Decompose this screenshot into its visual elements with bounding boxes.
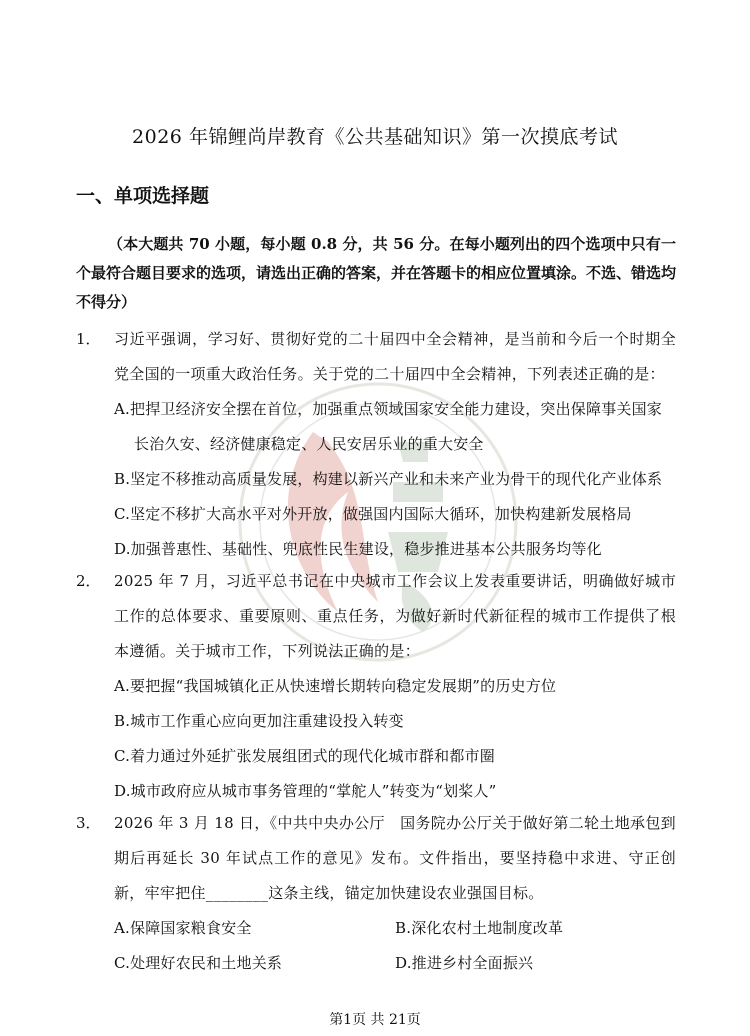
option-c: C.处理好农民和土地关系	[114, 954, 283, 972]
question-item	[76, 806, 676, 981]
option-c: C.着力通过外延扩张发展组团式的现代化城市群和都市圈	[114, 747, 495, 765]
section-instructions: （本大题共 70 小题，每小题 0.8 分，共 56 分。在每小题列出的四个选项中只有一个最符合题目要求的选项，请选出正确的答案，并在答题卡的相应位置填涂。不选、错选均不得分）	[76, 235, 677, 311]
option-c: C.坚定不移扩大高水平对外开放，做强国内国际大循环，加快构建新发展格局	[114, 505, 632, 523]
question-item	[76, 322, 676, 567]
option-b: B.深化农村土地制度改革	[395, 919, 564, 937]
option-b: B.坚定不移推动高质量发展，构建以新兴产业和未来产业为骨干的现代化产业体系	[114, 470, 663, 488]
question-stem: 习近平强调，学习好、贯彻好党的二十届四中全会精神，是当前和今后一个时期全党全国的一项重大政治任务。关于党的二十届四中全会精神，下列表述正确的是：	[114, 330, 676, 383]
option-d: D.城市政府应从城市事务管理的“掌舵人”转变为“划桨人”	[114, 782, 497, 800]
option-b: B.城市工作重心应向更加注重建设投入转变	[114, 712, 404, 730]
question-stem: 2025 年 7 月，习近平总书记在中央城市工作会议上发表重要讲话，明确做好城市工作的总体要求、重要原则、重点任务，为做好新时代新征程的城市工作提供了根本遵循。关于城市工作，下列说法正确的是：	[114, 572, 676, 660]
section-heading: 一、单项选择题	[76, 185, 210, 207]
option-a: A.把捍卫经济安全摆在首位，加强重点领域国家安全能力建设，突出保障事关国家长治久安、经济健康稳定、人民安居乐业的重大安全	[114, 400, 663, 453]
question-stem: 2026 年 3 月 18 日，《中共中央办公厅 国务院办公厅关于做好第二轮土地承包到期后再延长 30 年试点工作的意见》发布。文件指出，要坚持稳中求进、守正创新，牢牢把住________这条主线，锚定加快建设农业强国目标。	[114, 814, 676, 902]
question-item	[76, 564, 676, 809]
question-number: 3．	[76, 814, 101, 832]
question-number: 1．	[76, 330, 101, 348]
option-row	[114, 946, 676, 981]
page-title: 2026 年锦鲤尚岸教育《公共基础知识》第一次摸底考试	[132, 126, 618, 148]
option-d: D.加强普惠性、基础性、兜底性民生建设，稳步推进基本公共服务均等化	[114, 540, 602, 558]
option-a: A.保障国家粮食安全	[114, 919, 252, 937]
option-d: D.推进乡村全面振兴	[395, 954, 534, 972]
page-footer: 第1页 共 21页	[329, 1012, 421, 1028]
option-row	[114, 911, 676, 946]
option-a: A.要把握“我国城镇化正从快速增长期转向稳定发展期”的历史方位	[114, 677, 557, 695]
question-number: 2．	[76, 572, 101, 590]
